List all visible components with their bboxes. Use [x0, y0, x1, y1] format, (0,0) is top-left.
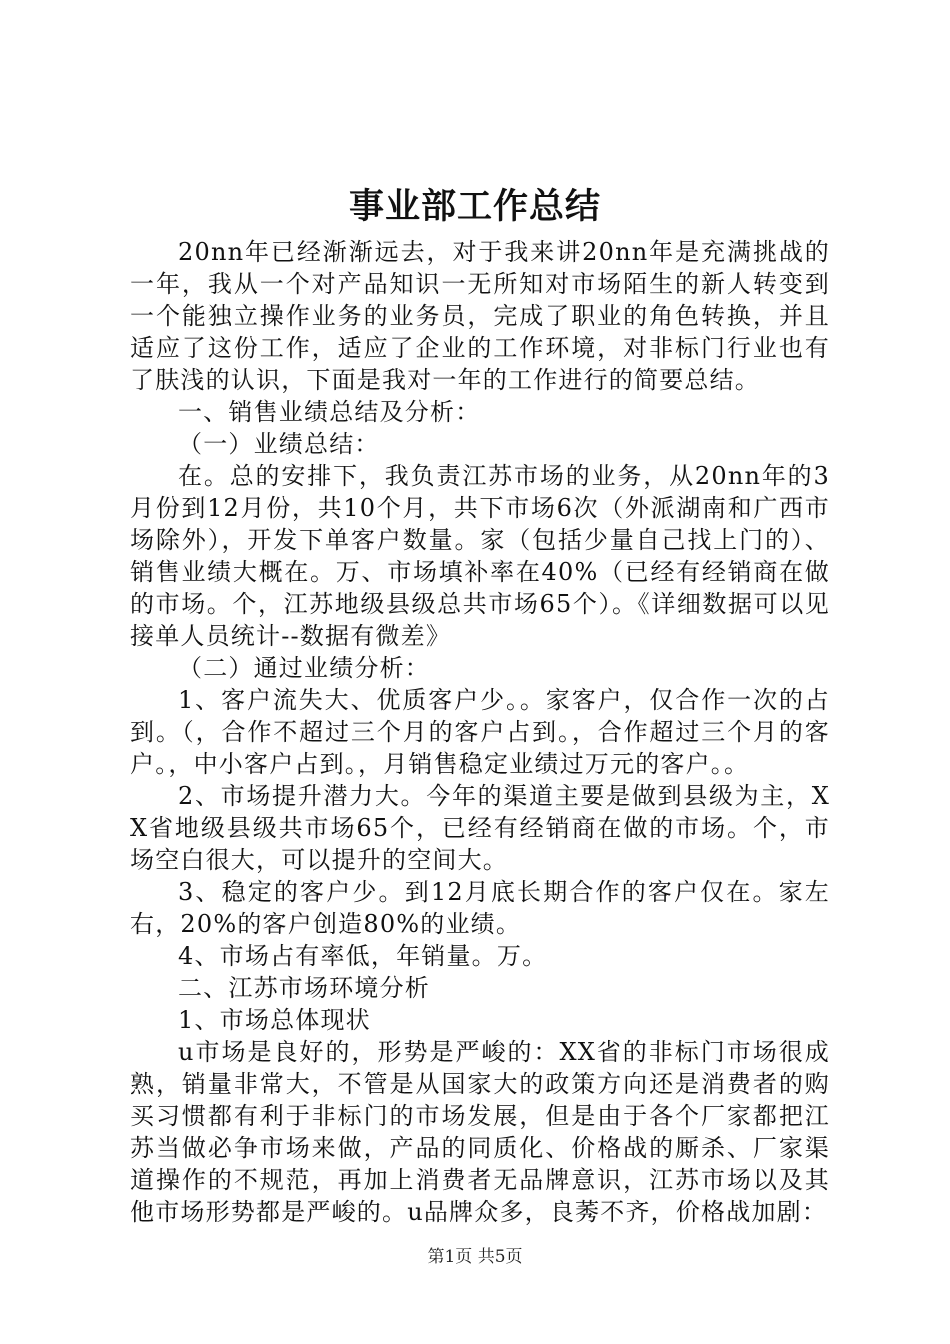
section-heading-sales: 一、销售业绩总结及分析：: [178, 398, 481, 426]
subsection-heading-status: 1、市场总体现状: [178, 1006, 371, 1034]
subsection-heading-summary: （一）业绩总结：: [178, 430, 380, 458]
paragraph-intro: 20nn年已经渐渐远去，对于我来讲20nn年是充满挑战的一年，我从一个对产品知识一无所知对市场陌生的新人转变到一个能独立操作业务的业务员，完成了职业的角色转换，并且适应了这份工作，适应了企业的工作环境，对非标门行业也有了肤浅的认识，下面是我对一年的工作进行的简要总结。: [130, 238, 830, 394]
document-title: 事业部工作总结: [348, 186, 601, 227]
paragraph-market-status: u市场是良好的，形势是严峻的：XX省的非标门市场很成熟，销量非常大，不管是从国家大的政策方向还是消费者的购买习惯都有利于非标门的市场发展，但是由于各个厂家都把江苏当做必争市场来做，产品的同质化、价格战的厮杀、厂家渠道操作的不规范，再加上消费者无品牌意识，江苏市场以及其他市场形势都是严峻的。u品牌众多，良莠不齐，价格战加剧：: [130, 1038, 830, 1226]
subsection-heading-analysis: （二）通过业绩分析：: [178, 654, 430, 682]
section-heading-market: 二、江苏市场环境分析: [178, 974, 430, 1002]
list-item-2: 2、市场提升潜力大。今年的渠道主要是做到县级为主，XX省地级县级共市场65个，已经有经销商在做的市场。个，市场空白很大，可以提升的空间大。: [130, 782, 830, 874]
page-number-footer: 第1页 共5页: [427, 1247, 523, 1267]
paragraph-summary: 在。总的安排下，我负责江苏市场的业务，从20nn年的3月份到12月份，共10个月，共下市场6次（外派湖南和广西市场除外），开发下单客户数量。家（包括少量自己找上门的）、销售业绩大概在。万、市场填补率在40%（已经有经销商在做的市场。个，江苏地级县级总共市场65个）。《详细数据可以见接单人员统计--数据有微差》: [130, 462, 830, 650]
list-item-4: 4、市场占有率低，年销量。万。: [178, 942, 548, 970]
document-body: [130, 236, 830, 1228]
list-item-1: 1、客户流失大、优质客户少。。家客户，仅合作一次的占到。（，合作不超过三个月的客户占到。，合作超过三个月的客户。，中小客户占到。，月销售稳定业绩过万元的客户。。: [130, 686, 830, 778]
list-item-3: 3、稳定的客户少。到12月底长期合作的客户仅在。家左右，20%的客户创造80%的业绩。: [130, 878, 830, 938]
